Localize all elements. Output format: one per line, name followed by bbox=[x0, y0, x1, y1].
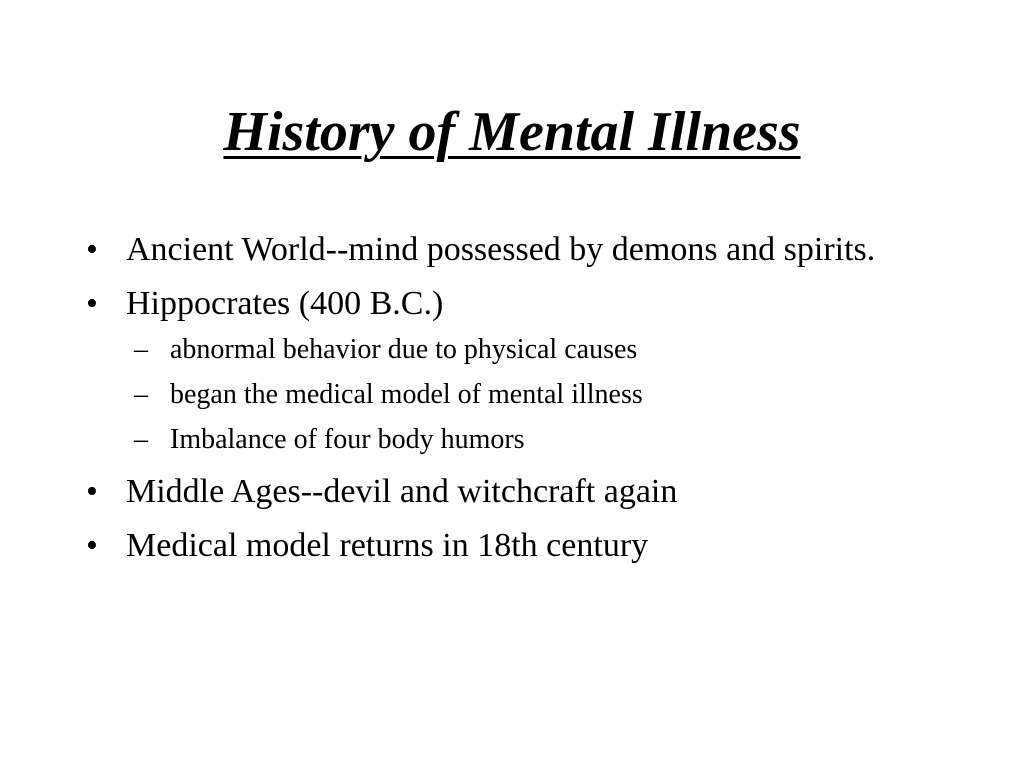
sub-bullet-text: began the medical model of mental illness bbox=[170, 379, 643, 410]
bullet-marker: • bbox=[86, 473, 98, 510]
bullet-item bbox=[86, 282, 966, 326]
sub-bullet-item bbox=[134, 332, 966, 368]
bullet-item bbox=[86, 228, 966, 272]
sub-bullet-marker: – bbox=[134, 424, 148, 455]
bullet-marker: • bbox=[86, 231, 98, 268]
sub-bullet-text: abnormal behavior due to physical causes bbox=[170, 334, 638, 365]
sub-bullet-marker: – bbox=[134, 379, 148, 410]
bullet-text: Hippocrates (400 B.C.) bbox=[126, 285, 444, 322]
sub-bullet-marker: – bbox=[134, 334, 148, 365]
bullet-marker: • bbox=[86, 527, 98, 564]
bullet-item bbox=[86, 470, 966, 514]
sub-bullet-item bbox=[134, 422, 966, 458]
sub-bullet-item bbox=[134, 377, 966, 413]
bullet-text: Middle Ages--devil and witchcraft again bbox=[126, 473, 678, 510]
sub-bullet-list bbox=[86, 332, 966, 458]
bullet-item bbox=[86, 524, 966, 568]
bullet-list bbox=[86, 228, 966, 578]
bullet-text: Ancient World--mind possessed by demons and spirits. bbox=[126, 231, 876, 268]
bullet-marker: • bbox=[86, 285, 98, 322]
bullet-text: Medical model returns in 18th century bbox=[126, 527, 649, 564]
sub-bullet-text: Imbalance of four body humors bbox=[170, 424, 525, 455]
slide-title: History of Mental Illness bbox=[223, 101, 801, 163]
